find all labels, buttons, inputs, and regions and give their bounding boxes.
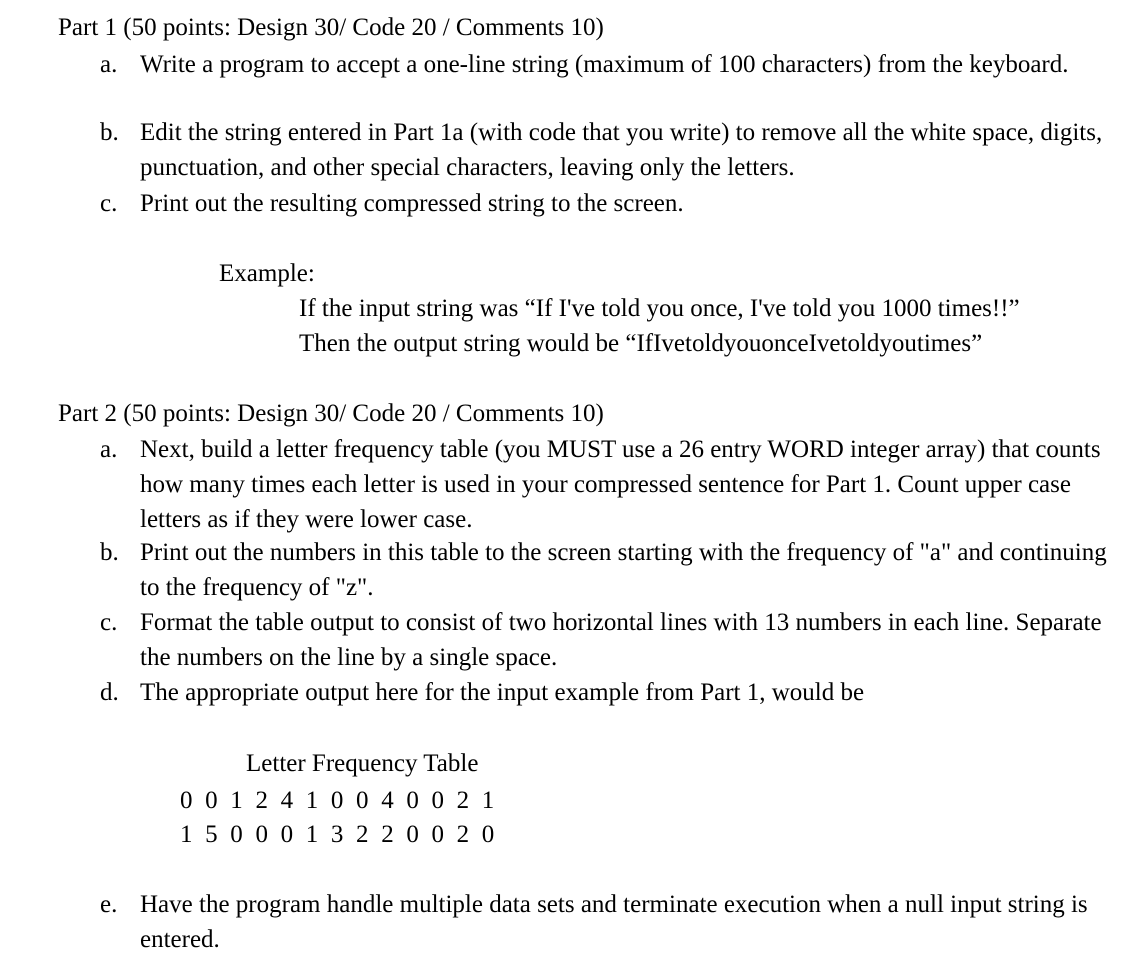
part1-item-c-marker: c. [100, 190, 118, 217]
frequency-table-title: Letter Frequency Table [246, 750, 479, 777]
part2-item-c [100, 605, 1110, 675]
part1-item-b-marker: b. [100, 119, 119, 146]
part2-item-e-text: Have the program handle multiple data sets and terminate execution when a null input string is entered. [140, 891, 1088, 953]
part2-item-d-marker: d. [100, 679, 119, 706]
part2-item-c-text: Format the table output to consist of two horizontal lines with 13 numbers in each line. Separate the numbers on the line by a single space. [140, 609, 1102, 671]
part2-item-b-text: Print out the numbers in this table to the screen starting with the frequency of "a" and continuing to the frequency of "z". [140, 539, 1107, 601]
part2-item-b-marker: b. [100, 539, 119, 566]
part2-item-e [100, 887, 1110, 957]
part1-item-b-text: Edit the string entered in Part 1a (with code that you write) to remove all the white space, digits, punctuation, and other special characters, leaving only the letters. [140, 119, 1103, 181]
part2-item-a-marker: a. [100, 436, 118, 463]
part2-item-a-text: Next, build a letter frequency table (you MUST use a 26 entry WORD integer array) that counts how many times each letter is used in your compressed sentence for Part 1. Count upper case letters as if they were lower case. [140, 436, 1101, 533]
part1-item-c [100, 186, 1110, 221]
part2-heading: Part 2 (50 points: Design 30/ Code 20 / Comments 10) [58, 400, 604, 427]
part1-heading: Part 1 (50 points: Design 30/ Code 20 / Comments 10) [58, 14, 604, 41]
part1-item-a [100, 47, 1110, 82]
part2-item-d-text: The appropriate output here for the input example from Part 1, would be [140, 679, 865, 706]
part2-item-b [100, 535, 1110, 605]
part1-item-c-text: Print out the resulting compressed string to the screen. [140, 190, 684, 217]
example-label: Example: [219, 260, 315, 287]
part2-item-a [100, 432, 1110, 537]
part2-item-e-marker: e. [100, 891, 118, 918]
example-output-line: Then the output string would be “IfIvetoldyouonceIvetoldyoutimes” [299, 330, 983, 357]
part1-item-a-marker: a. [100, 51, 118, 78]
part1-item-a-text: Write a program to accept a one-line string (maximum of 100 characters) from the keyboard. [140, 51, 1069, 78]
part2-item-d [100, 675, 1110, 710]
example-input-line: If the input string was “If I've told you once, I've told you 1000 times!!” [299, 295, 1020, 322]
part1-item-b [100, 115, 1110, 185]
frequency-table-row-2: 1 5 0 0 0 1 3 2 2 0 0 2 0 [180, 821, 498, 848]
part2-item-c-marker: c. [100, 609, 118, 636]
frequency-table-row-1: 0 0 1 2 4 1 0 0 4 0 0 2 1 [180, 787, 498, 814]
